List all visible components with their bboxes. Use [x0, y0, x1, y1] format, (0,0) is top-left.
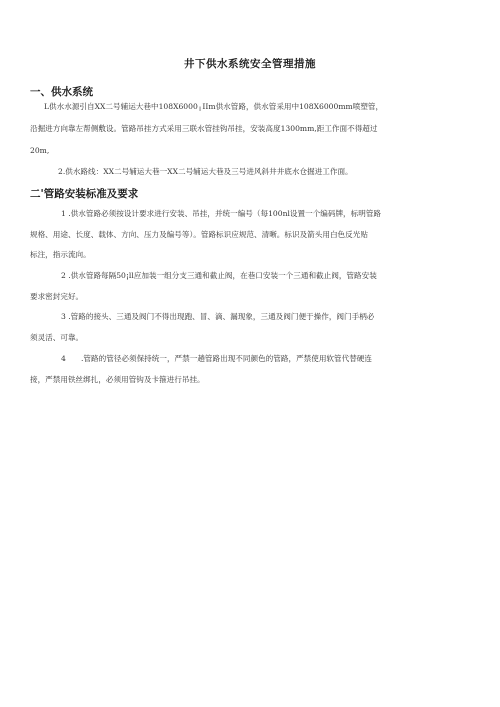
paragraph-line: 要求密封完好。 [30, 292, 84, 301]
section-heading-pipe-installation-standards: 二'管路安装标准及要求 [30, 188, 139, 200]
section-heading-water-supply-system: 一、供水系统 [30, 86, 93, 98]
paragraph-line: 规格、用途、长度、载体、方向、压力及编号等）。管路标识应规范、清晰。标识及箭头用白色反光贴 [30, 230, 368, 239]
paragraph-line: 须灵活、可靠。 [30, 333, 84, 342]
paragraph-line: 20m, [30, 146, 50, 155]
paragraph-line: 3 .管路的接头、三通及阀门不得出现跑、冒、滴、漏现象，三通及阀门便于操作，阀门手柄必 [61, 312, 375, 321]
paragraph-line: 1 .供水管路必须按设计要求进行安装、吊挂，并统一编号（每100nl设置一个编码牌，标明管路 [61, 209, 382, 218]
paragraph-line: 4 .管路的管径必须保持统一，严禁一趟管路出现不同颜色的管路，严禁使用软管代替硬连 [61, 354, 372, 363]
paragraph-line: 沿掘进方向靠左帮侧敷设。管路吊挂方式采用三联水管挂钩吊挂，安装高度1300mm,距工作面不得超过 [30, 124, 378, 133]
paragraph-line: 接，严禁用铁丝绑扎，必须用管钩及卡箍进行吊挂。 [30, 375, 205, 384]
paragraph-line: L供水水源引自XX二号辅运大巷中108X6000╷IIm供水管路，供水管采用中108X6000mm喷塑管， [44, 102, 384, 111]
document-title: 井下供水系统安全管理措施 [184, 58, 316, 70]
paragraph-line: 标注，指示流向。 [30, 250, 91, 259]
paragraph-line: 2 .供水管路每隔50¡ll应加装一组分支三通和截止阀，在巷口安装一个三通和截止阀，管路安装 [61, 271, 377, 280]
paragraph-line: 2.供水路线：XX二号辅运大巷一XX二号辅运大巷及三号进风斜井井底水仓掘进工作面。 [58, 167, 353, 176]
